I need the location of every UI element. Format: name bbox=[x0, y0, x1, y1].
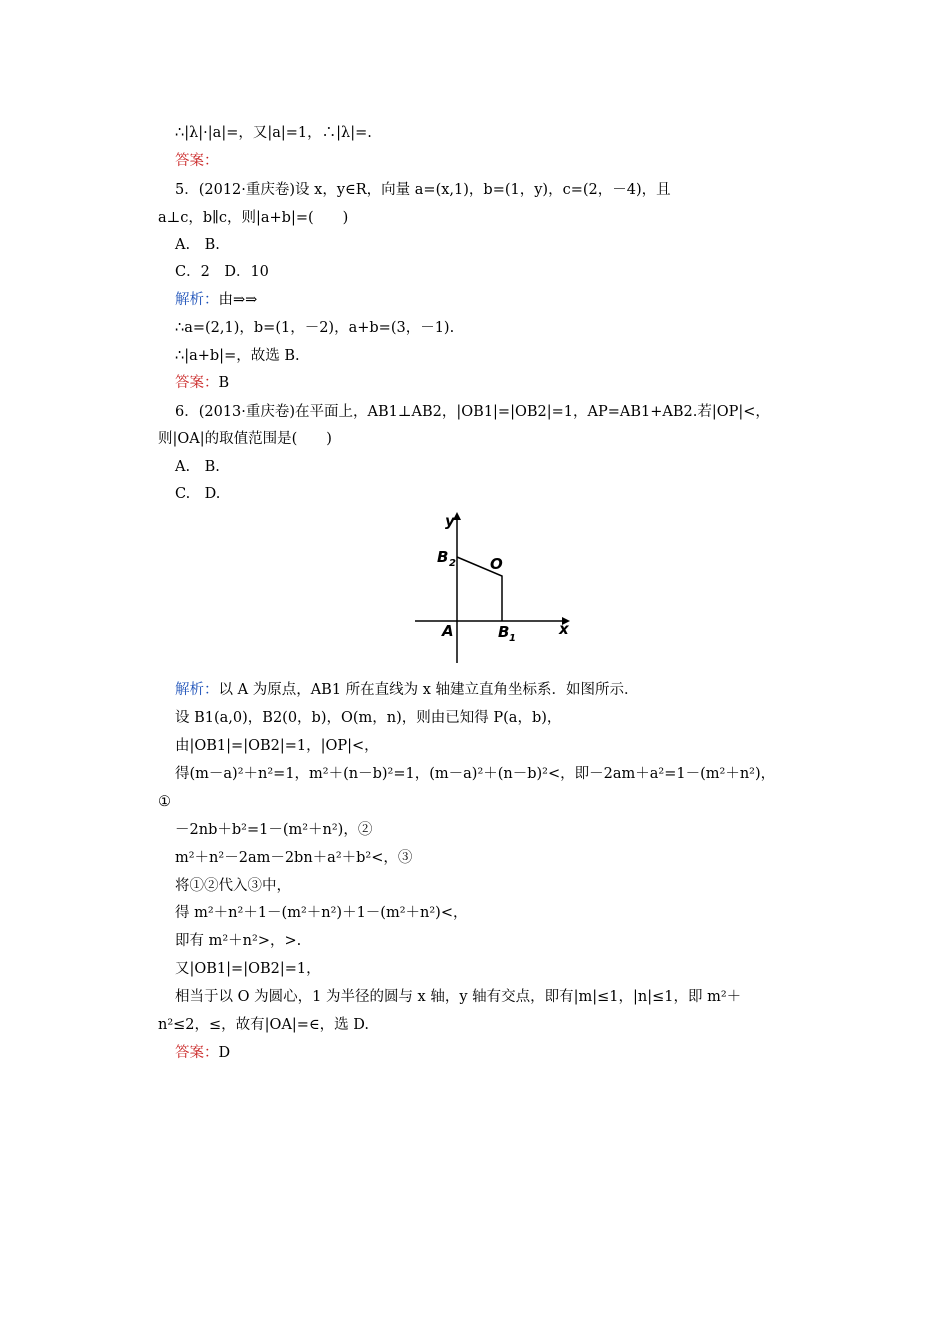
point-b1-subscript: 1 bbox=[509, 633, 516, 644]
text-line: m²＋n²－2am－2bn＋a²＋b²<，③ bbox=[175, 850, 413, 866]
text-line: 设 B1(a,0)，B2(0，b)，O(m，n)，则由已知得 P(a，b)， bbox=[175, 710, 562, 726]
option-line: C．2 D．10 bbox=[175, 264, 269, 280]
text-line: 由|OB1|=|OB2|=1，|OP|<， bbox=[175, 738, 379, 754]
coordinate-figure bbox=[410, 510, 575, 668]
text-line: －2nb＋b²=1－(m²＋n²)，② bbox=[175, 822, 373, 838]
text-line: 即有 m²＋n²>，>. bbox=[175, 933, 302, 949]
answer-line bbox=[175, 151, 219, 171]
text-line: 相当于以 O 为圆心，1 为半径的圆与 x 轴，y 轴有交点，即有|m|≤1，|n|≤1，即 m²＋ bbox=[175, 989, 742, 1005]
question-5-line: 5．(2012·重庆卷)设 x，y∈R，向量 a=(x,1)，b=(1，y)，c=(2，－4)，且 bbox=[175, 182, 671, 198]
question-6-line: 6．(2013·重庆卷)在平面上，AB1⊥AB2，|OB1|=|OB2|=1，AP=AB1+AB2.若|OP|<， bbox=[175, 404, 770, 420]
answer-line: 答案：D bbox=[175, 1045, 231, 1061]
text-line: a⊥c，b∥c，则|a+b|=( ) bbox=[158, 210, 349, 226]
answer-label: 答案： bbox=[175, 375, 219, 391]
analysis-label: 解析： bbox=[175, 682, 219, 698]
x-axis-label: x bbox=[559, 620, 569, 638]
y-axis-label: y bbox=[445, 512, 455, 530]
text-line: ∴|λ|·|a|=，又|a|=1，∴|λ|=. bbox=[175, 125, 372, 141]
text-line: 得 m²＋n²＋1－(m²＋n²)＋1－(m²＋n²)<， bbox=[175, 905, 468, 921]
point-b1-label: B bbox=[498, 623, 510, 641]
analysis-line: 解析：由⇒⇒ bbox=[175, 292, 258, 308]
point-b2-subscript: 2 bbox=[449, 558, 456, 569]
point-b2-label: B bbox=[437, 548, 449, 566]
option-line: A. B. bbox=[175, 237, 220, 253]
text-line: ① bbox=[158, 794, 171, 810]
analysis-label: 解析： bbox=[175, 292, 219, 308]
answer-label: 答案： bbox=[175, 1045, 219, 1061]
answer-line: 答案：B bbox=[175, 375, 230, 391]
answer-label: 答案： bbox=[175, 153, 219, 169]
text-line: ∴a=(2,1)，b=(1，－2)，a+b=(3，－1). bbox=[175, 320, 455, 336]
point-o-label: O bbox=[490, 555, 503, 573]
text-line: n²≤2，≤，故有|OA|=∈，选 D. bbox=[158, 1017, 370, 1033]
point-a-label: A bbox=[442, 622, 454, 640]
text-line: 得(m－a)²＋n²=1，m²＋(n－b)²=1，(m－a)²＋(n－b)²<，即－2am＋a²=1－(m²＋n²)， bbox=[175, 766, 776, 782]
text-line: ∴|a+b|=，故选 B. bbox=[175, 348, 300, 364]
text-line: 则|OA|的取值范围是( ) bbox=[158, 431, 332, 447]
text-line: 又|OB1|=|OB2|=1， bbox=[175, 961, 321, 977]
text-line: 将①②代入③中， bbox=[175, 878, 291, 894]
option-line: A. B. bbox=[175, 459, 220, 475]
option-line: C. D. bbox=[175, 486, 221, 502]
analysis-line: 解析：以 A 为原点，AB1 所在直线为 x 轴建立直角坐标系．如图所示． bbox=[175, 682, 639, 698]
